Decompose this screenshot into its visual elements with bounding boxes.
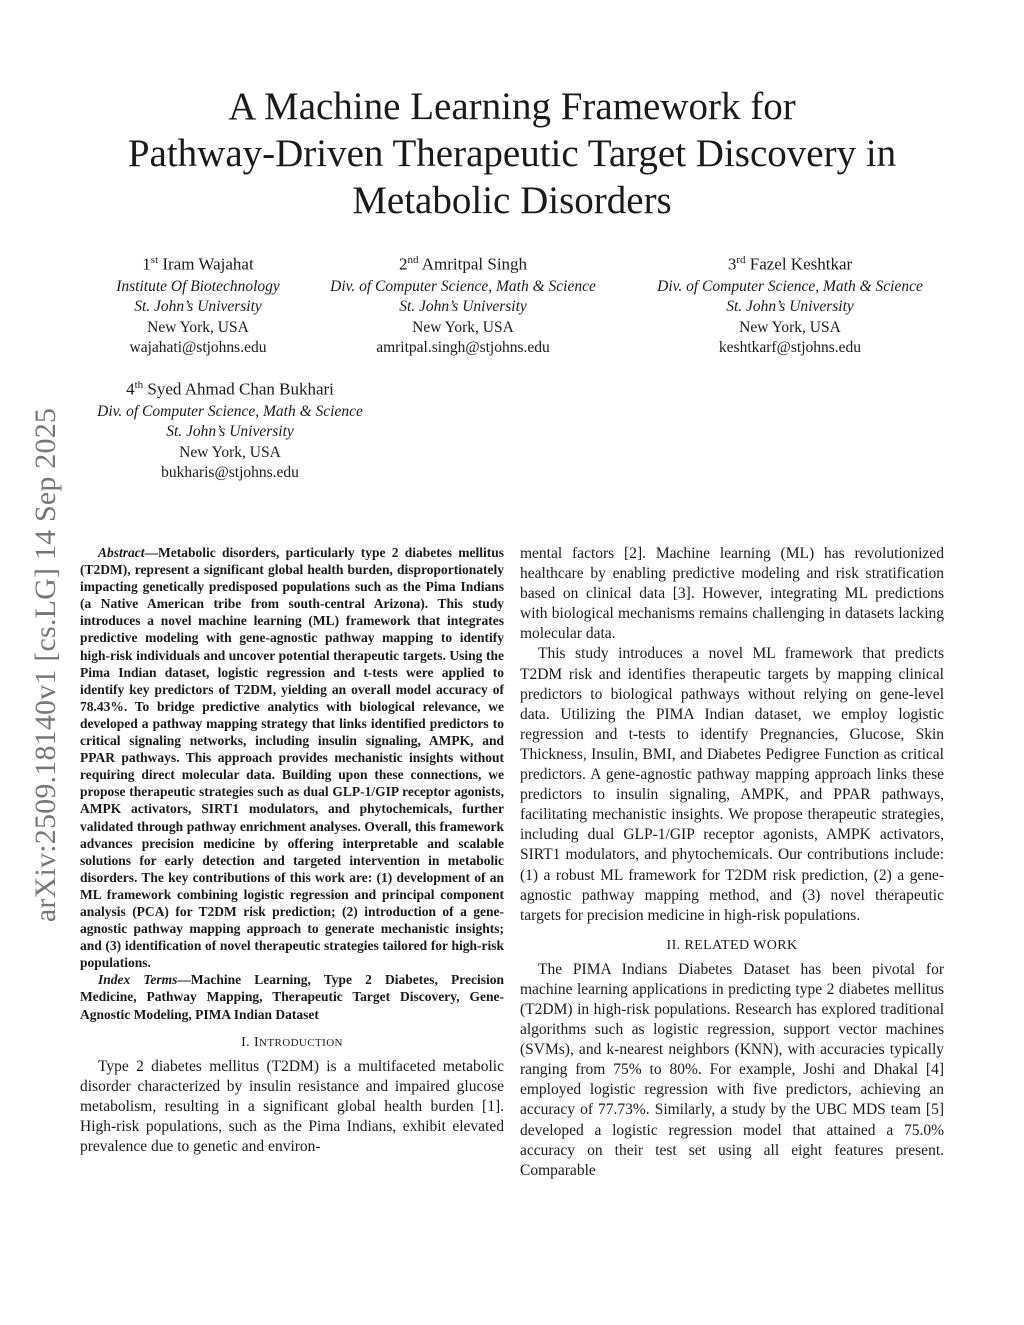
arxiv-sidebar (26, 372, 66, 957)
related-work-paragraph-1: The PIMA Indians Diabetes Dataset has been pivotal for machine learning applications in predicting type 2 diabetes mellitus (T2DM) in high-risk populations. Research has explored traditional algorithms such as logistic regression, support vector machines (SVMs), and k-nearest neighbors (KNN), with accuracies typically ranging from 75% to 80%. For example, Joshi and Dhakal [4] employed logistic regression with five predictors, achieving an accuracy of 77.73%. Similarly, a study by the UBC MDS team [5] developed a logistic regression model that attained a 75.0% accuracy on their test set using all eight features present. Comparable (520, 960, 944, 1179)
intro-paragraph-2: This study introduces a novel ML framework that predicts T2DM risk and identifies therapeutic targets by mapping clinical predictors to biological pathways without relying on gene-level data. Utilizing the PIMA Indian dataset, we employ logistic regression and t-tests to identify Pregnancies, Glucose, Skin Thickness, Insulin, BMI, and Diabetes Pedigree Function as critical predictors. A gene-agnostic pathway mapping approach links these predictors to insulin signaling, AMPK, and PPAR pathways, facilitating mechanistic insights. We propose therapeutic strategies, including dual GLP-1/GIP receptor agonists, AMPK activators, SIRT1 modulators, and phytochemicals. Our contributions include: (1) a robust ML framework for T2DM risk prediction, (2) a gene-agnostic pathway mapping method, and (3) novel therapeutic targets for precision medicine in high-risk populations. (520, 645, 944, 924)
author-email: amritpal.singh@stjohns.edu (376, 339, 550, 357)
section-heading-introduction: I. INTRODUCTION (241, 1034, 343, 1050)
author-location: New York, USA (147, 318, 249, 336)
author-name: 3rd Fazel Keshtkar (727, 254, 853, 274)
abstract-text: —Metabolic disorders, particularly type 2 diabetes mellitus (T2DM), represent a significant global health burden, disproportionately impacting genetically predisposed populations such as the Pima Indians (a Native American tribe from south-central Arizona). This study introduces a novel machine learning (ML) framework that integrates predictive modeling with gene-agnostic pathway mapping to identify high-risk individuals and uncover potential therapeutic targets. Using the Pima Indian dataset, logistic regression and t-tests were applied to identify key predictors of T2DM, yielding an overall model accuracy of 78.43%. To bridge predictive analytics with biological relevance, we developed a pathway mapping strategy that links identified predictors to critical signaling networks, including insulin signaling, AMPK, and PPAR pathways. This approach provides mechanistic insights without requiring direct molecular data. Building upon these connections, we propose therapeutic strategies such as dual GLP-1/GIP receptor agonists, AMPK activators, SIRT1 modulators, and phytochemicals, further validated through pathway enrichment analyses. Overall, this framework advances precision medicine by offering interpretable and scalable solutions for early detection and targeted intervention in metabolic disorders. The key contributions of this work are: (1) development of an ML framework combining logistic regression and principal component analysis (PCA) for T2DM risk prediction; (2) introduction of a gene-agnostic pathway mapping approach to generate mechanistic insights; and (3) identification of novel therapeutic strategies tailored for high-risk populations. (80, 545, 504, 971)
author-email: keshtkarf@stjohns.edu (718, 339, 862, 357)
title-line-1: A Machine Learning Framework for (228, 85, 796, 128)
index-terms-text: —Machine Learning, Type 2 Diabetes, Precision Medicine, Pathway Mapping, Therapeutic Target Discovery, Gene-Agnostic Modeling, PIMA Indian Dataset (80, 972, 504, 1022)
abstract-label: Abstract (98, 545, 145, 560)
arxiv-identifier: arXiv:2509.18140v1 [cs.LG] 14 Sep 2025 (29, 407, 63, 922)
author-affiliation: Institute Of Biotechnology (116, 277, 280, 295)
author-block-4 (70, 373, 390, 484)
author-affiliation: Div. of Computer Science, Math & Science (657, 277, 923, 295)
title-line-2: Pathway-Driven Therapeutic Target Discovery in (127, 132, 897, 175)
intro-paragraph-1: Type 2 diabetes mellitus (T2DM) is a multifaceted metabolic disorder characterized by insulin resistance and impaired glucose metabolism, resulting in a significant global health burden [1]. High-risk populations, such as the Pima Indians, exhibit elevated prevalence due to genetic and environ- (80, 1057, 504, 1155)
author-email: wajahati@stjohns.edu (129, 339, 267, 357)
author-name: 1st Iram Wajahat (142, 254, 254, 274)
right-column (520, 544, 944, 1181)
author-location: New York, USA (412, 318, 514, 336)
author-block-3 (630, 248, 950, 359)
author-block-2 (303, 248, 623, 359)
index-terms (80, 971, 504, 1022)
paper-title (80, 83, 944, 224)
section-heading-related-work: II. RELATED WORK (666, 937, 798, 953)
author-name: 4th Syed Ahmad Chan Bukhari (126, 379, 334, 399)
left-column (80, 544, 504, 1157)
intro-paragraph-1-continued: mental factors [2]. Machine learning (ML) has revolutionized healthcare by enabling predictive modeling and risk stratification based on clinical data [3]. However, integrating ML predictions with biological mechanisms remains challenging in datasets lacking molecular data. (520, 545, 944, 643)
author-university: St. John’s University (399, 298, 527, 316)
author-university: St. John’s University (134, 298, 262, 316)
index-terms-label: Index Terms (98, 972, 178, 988)
author-name: 2nd Amritpal Singh (398, 254, 528, 274)
title-line-3: Metabolic Disorders (352, 179, 672, 222)
author-university: St. John’s University (726, 298, 854, 316)
author-location: New York, USA (179, 443, 281, 461)
author-university: St. John’s University (166, 423, 294, 441)
author-location: New York, USA (739, 318, 841, 336)
author-affiliation: Div. of Computer Science, Math & Science (330, 277, 596, 295)
author-email: bukharis@stjohns.edu (161, 464, 299, 482)
author-affiliation: Div. of Computer Science, Math & Science (97, 402, 363, 420)
abstract (80, 544, 504, 971)
